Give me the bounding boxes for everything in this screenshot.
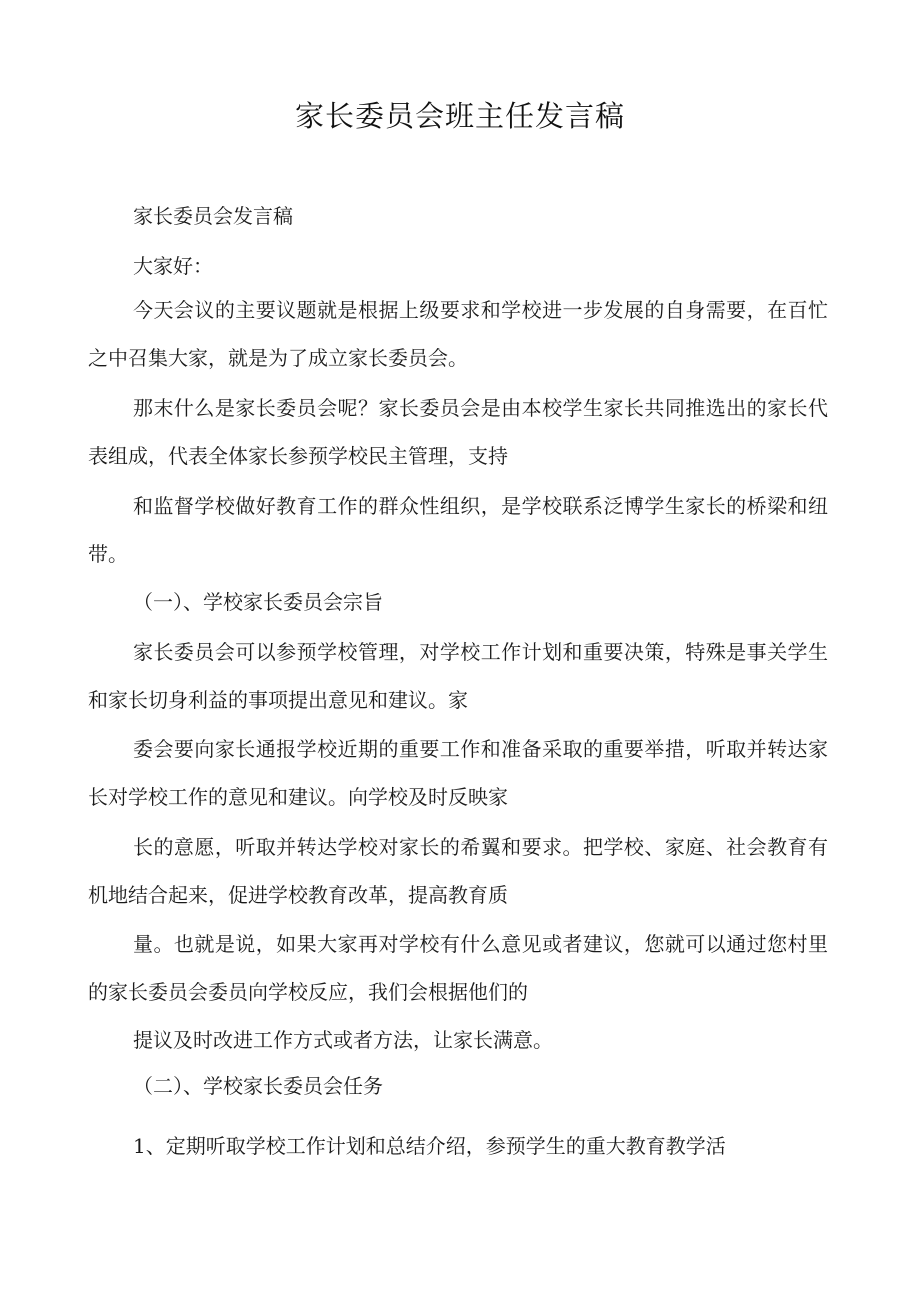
paragraph-purpose-4: 量。也就是说，如果大家再对学校有什么意见或者建议，您就可以通过您村里的家长委员会委员向学校反应，我们会根据他们的 — [88, 932, 828, 1004]
paragraph-purpose-5: 提议及时改进工作方式或者方法，让家长满意。 — [133, 1028, 553, 1052]
document-title: 家长委员会班主任发言稿 — [294, 99, 625, 133]
section-heading-tasks: （二）、学校家长委员会任务 — [133, 1074, 383, 1098]
paragraph-purpose-2: 委会要向家长通报学校近期的重要工作和准备采取的重要举措，听取并转达家长对学校工作的意见和建议。向学校及时反映家 — [88, 737, 828, 809]
paragraph-intro: 今天会议的主要议题就是根据上级要求和学校进一步发展的自身需要，在百忙之中召集大家，就是为了成立家长委员会。 — [88, 298, 828, 370]
section-heading-purpose: （一）、学校家长委员会宗旨 — [133, 590, 383, 614]
list-item-task-1: 1、定期听取学校工作计划和总结介绍，参预学生的重大教育教学活 — [133, 1134, 726, 1158]
paragraph-subtitle: 家长委员会发言稿 — [133, 204, 293, 228]
paragraph-purpose-3: 长的意愿，听取并转达学校对家长的希翼和要求。把学校、家庭、社会教育有机地结合起来，促进学校教育改革，提高教育质 — [88, 835, 828, 907]
paragraph-purpose-1: 家长委员会可以参预学校管理，对学校工作计划和重要决策，特殊是事关学生和家长切身利益的事项提出意见和建议。家 — [88, 640, 828, 712]
paragraph-definition: 那末什么是家长委员会呢？家长委员会是由本校学生家长共同推选出的家长代表组成，代表全体家长参预学校民主管理，支持 — [88, 396, 828, 468]
paragraph-greeting: 大家好： — [133, 254, 213, 278]
paragraph-definition-cont: 和监督学校做好教育工作的群众性组织，是学校联系泛博学生家长的桥梁和纽带。 — [88, 494, 828, 566]
